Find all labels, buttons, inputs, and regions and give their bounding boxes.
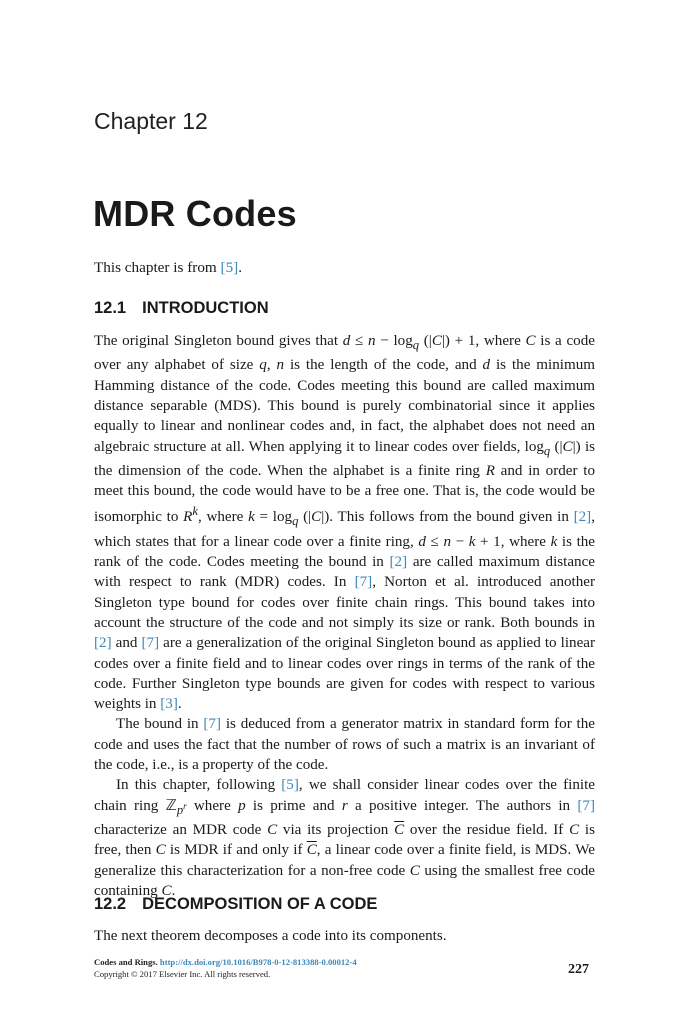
chapter-source-note bbox=[94, 259, 242, 277]
section-heading-introduction bbox=[94, 299, 269, 318]
chapter-label: Chapter 12 bbox=[94, 108, 208, 134]
citation-link[interactable]: [7] bbox=[203, 716, 221, 733]
copyright-notice: Copyright © 2017 Elsevier Inc. All rights reserved. bbox=[94, 969, 271, 979]
doi-link[interactable]: http://dx.doi.org/10.1016/B978-0-12-813388-0.00012-4 bbox=[159, 957, 357, 967]
section-body-decomposition bbox=[94, 926, 595, 946]
paragraph: The original Singleton bound gives that $d \le n - \log_q (|C|) + 1$, where C is a code over any alphabet of size q, n is the length of the code, and d is the minimum Hamming distance of the code. Codes meeting this bound are called maximum distance separable (MDS). This bound is purely combinatorial since it applies equally to linear and nonlinear codes and, in fact, the alphabet does not need an algebraic structure at all. When applying it to linear codes over fields, $\log_q (|C|)$ is the dimension of the code. When the alphabet is a finite ring R and in order to meet this bound, the code would have to be a free one. That is, the code would be isomorphic to $R^k$, where $k = \log_q (|C|)$. This follows from the bound given in [2], which states that for a linear code over a finite ring, d ≤ n − k + 1, where k is the rank of the code. Codes meeting the bound in [2] are called maximum distance with respect to rank (MDR) codes. In [7], Norton et al. introduced another Singleton type bound for codes over finite chain rings. This bound takes into account the structure of the code and not simply its size or rank. Both bounds in [2] and [7] are a generalization of the original Singleton bound as applied to linear codes over a finite field and to linear codes over rings in terms of the rank of the code. Further Singleton type bounds are given for codes with respect to various weights in [3]. bbox=[94, 333, 596, 713]
section-number: 12.2 bbox=[94, 895, 127, 913]
paragraph: In this chapter, following [5], we shall consider linear codes over the finite chain ring ℤ$_{p^r}$ where p is prime and r a positive integer. The authors in [7] characterize an MDR code C via its projection $\overline{C}$ over the residue field. If C is free, then C is MDR if and only if $\overline{C}$, a linear code over a finite field, is MDS. We generalize this characterization for a non-free code C using the smallest free code containing C. bbox=[94, 777, 596, 899]
section-heading-decomposition bbox=[94, 895, 377, 914]
intro-text: This chapter is from bbox=[94, 259, 221, 276]
section-body-introduction bbox=[94, 331, 595, 901]
citation-link[interactable]: [3] bbox=[160, 696, 178, 713]
section-number: 12.1 bbox=[94, 299, 127, 317]
section-title: DECOMPOSITION OF A CODE bbox=[142, 895, 378, 913]
citation-link[interactable]: [5] bbox=[220, 259, 239, 276]
citation-link[interactable]: [2] bbox=[94, 635, 112, 652]
journal-name: Codes and Rings. bbox=[94, 957, 158, 967]
paragraph: The bound in [7] is deduced from a generator matrix in standard form for the code and uses the fact that the number of rows of such a matrix is an invariant of the code, i.e., is a property of the code. bbox=[94, 716, 595, 774]
citation-link[interactable]: [5] bbox=[281, 777, 299, 794]
paragraph: The next theorem decomposes a code into its components. bbox=[94, 928, 447, 944]
citation-link[interactable]: [2] bbox=[573, 509, 592, 526]
page-number: 227 bbox=[568, 962, 589, 977]
page-footer bbox=[94, 956, 357, 980]
section-title: INTRODUCTION bbox=[142, 299, 269, 317]
page-title: MDR Codes bbox=[93, 193, 297, 234]
intro-end: . bbox=[238, 259, 243, 276]
citation-link[interactable]: [7] bbox=[577, 797, 595, 814]
citation-link[interactable]: [7] bbox=[141, 635, 160, 652]
citation-link[interactable]: [2] bbox=[389, 554, 408, 571]
citation-link[interactable]: [7] bbox=[354, 574, 373, 591]
